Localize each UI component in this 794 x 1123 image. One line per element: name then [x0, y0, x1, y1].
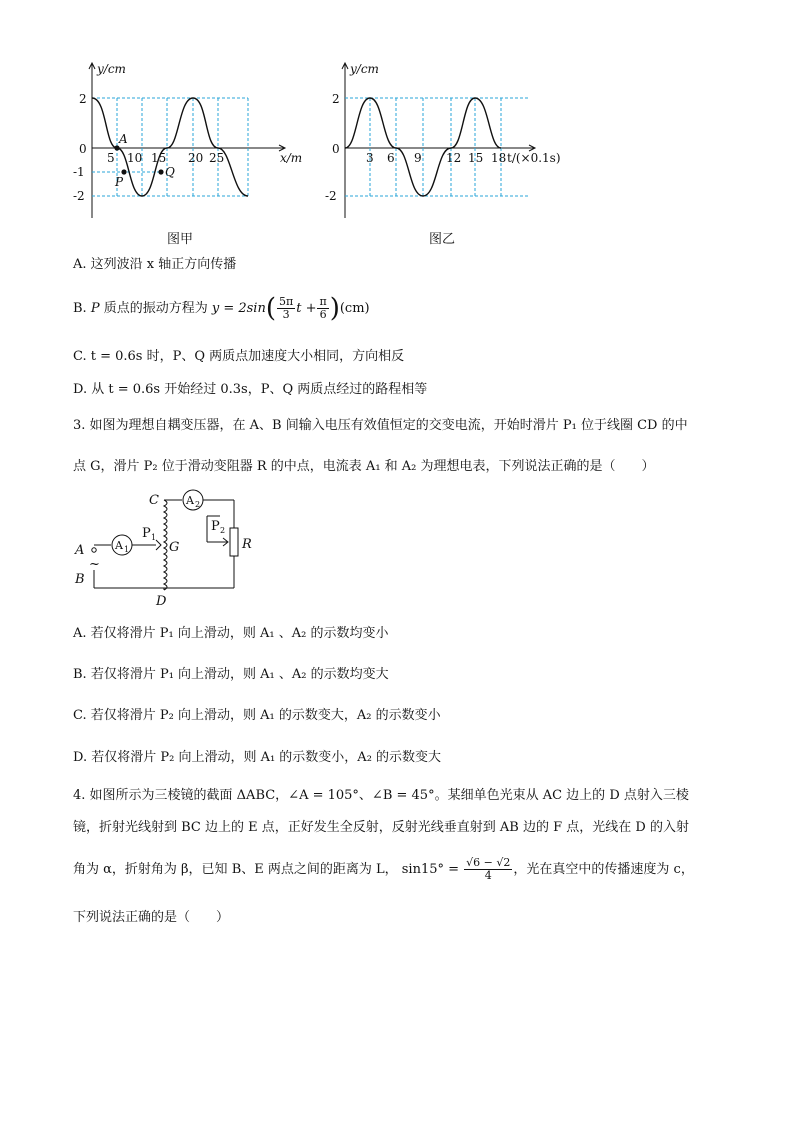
q2-option-d: D. 从 t = 0.6s 开始经过 0.3s，P、Q 两质点经过的路程相等: [73, 382, 428, 397]
q2-option-a: A. 这列波沿 x 轴正方向传播: [73, 257, 237, 272]
y-tick: 2: [332, 92, 340, 106]
option-letter: B.: [73, 301, 91, 316]
y-tick: 0: [332, 142, 340, 156]
q3-stem-line2: 点 G，滑片 P₂ 位于滑动变阻器 R 的中点，电流表 A₁ 和 A₂ 为理想电表，下列说法正确的是（ ）: [73, 459, 655, 474]
q2-option-b: B. P 质点的振动方程为 y = 2sin( $\frac{5\pi}{3}$ t + $\frac{\pi}{6}$ )(cm): [73, 293, 370, 324]
point-q-label: Q: [165, 165, 175, 179]
q3-option-c: C. 若仅将滑片 P₂ 向上滑动，则 A₁ 的示数变大，A₂ 的示数变小: [73, 708, 441, 723]
var-p: P: [90, 301, 100, 316]
q4-line2: 镜，折射光线射到 BC 边上的 E 点，正好发生全反射，反射光线垂直射到 AB 边的 F 点，光线在 D 的入射: [73, 820, 689, 835]
subscript: 2: [195, 500, 201, 509]
x-tick: 15: [151, 151, 167, 165]
y-axis-label-yi: y/cm: [350, 62, 379, 76]
y-tick: -1: [73, 165, 85, 179]
label-a: A: [75, 543, 85, 558]
caption-yi: 图乙: [429, 232, 456, 247]
x-tick: 5: [107, 151, 115, 165]
x-axis-label-yi: t/(×0.1s): [507, 151, 561, 165]
point-a-dot: [114, 145, 119, 150]
label-c: C: [149, 493, 159, 508]
label-r: R: [242, 537, 252, 552]
caption-jia: 图甲: [167, 232, 194, 247]
q3-stem-line1: 3. 如图为理想自耦变压器，在 A、B 间输入电压有效值恒定的交变电流，开始时滑片 P₁ 位于线圈 CD 的中: [73, 418, 688, 433]
wave-graph-jia: [75, 58, 315, 248]
x-axis-label-jia: x/m: [280, 151, 303, 165]
subscript: 1: [124, 545, 130, 554]
x-tick: 18: [491, 151, 507, 165]
y-tick: -2: [73, 189, 85, 203]
label-p2: P: [211, 519, 220, 534]
y-tick: 2: [79, 92, 87, 106]
point-q-dot: [158, 169, 163, 174]
point-a-label: A: [119, 132, 128, 146]
q3-option-b: B. 若仅将滑片 P₁ 向上滑动，则 A₁ 、A₂ 的示数均变大: [73, 667, 389, 682]
ac-symbol: ~: [89, 557, 100, 572]
label-p1: P: [142, 526, 151, 541]
q2-option-c: C. t = 0.6s 时，P、Q 两质点加速度大小相同，方向相反: [73, 349, 405, 364]
label-ammeter-a1: A: [115, 539, 123, 552]
coil: [164, 500, 167, 590]
q3-option-a: A. 若仅将滑片 P₁ 向上滑动，则 A₁ 、A₂ 的示数均变小: [73, 626, 389, 641]
y-axis-label-jia: y/cm: [97, 62, 126, 76]
vibration-graph-yi: [325, 58, 585, 248]
transformer-circuit: [72, 488, 272, 610]
guide-lines: [345, 98, 530, 196]
x-tick: 12: [446, 151, 462, 165]
fraction-sin15: $\frac{√6 - √2}{4}$: [466, 856, 511, 882]
fraction-5pi-3: $\frac{5\pi}{3}$: [278, 295, 294, 321]
x-tick: 3: [366, 151, 374, 165]
subscript: 2: [220, 526, 226, 535]
x-tick: 20: [188, 151, 204, 165]
x-tick: 25: [209, 151, 225, 165]
unit: (cm): [339, 301, 370, 316]
q4-line4: 下列说法正确的是（ ）: [73, 910, 230, 925]
option-text: 质点的振动方程为: [99, 301, 212, 316]
y-tick: -2: [325, 189, 337, 203]
t-plus: t +: [296, 301, 317, 316]
label-ammeter-a2: A: [186, 494, 194, 507]
q4-line1: 4. 如图所示为三棱镜的截面 ΔABC，∠A = 105°、∠B = 45°。某细单色光束从 AC 边上的 D 点射入三棱: [73, 788, 689, 803]
x-tick: 6: [387, 151, 395, 165]
q4-line3-text: 角为 α，折射角为 β，已知 B、E 两点之间的距离为 L， sin15° =: [73, 862, 464, 877]
x-tick: 15: [468, 151, 484, 165]
wave-curve-yi: [345, 98, 501, 196]
point-p-label: P: [115, 175, 124, 189]
fraction-pi-6: $\frac{\pi}{6}$: [319, 295, 327, 321]
x-tick: 10: [127, 151, 143, 165]
subscript: 1: [151, 533, 157, 542]
q4-line3: [73, 857, 694, 882]
label-g: G: [169, 540, 180, 555]
rheostat-r: [230, 528, 238, 556]
label-d: D: [156, 594, 167, 609]
x-tick: 9: [414, 151, 422, 165]
equation-lhs: y = 2sin: [211, 301, 266, 316]
label-b: B: [75, 572, 85, 587]
q3-option-d: D. 若仅将滑片 P₂ 向上滑动，则 A₁ 的示数变小，A₂ 的示数变大: [73, 750, 442, 765]
point-p-dot: [121, 169, 126, 174]
y-tick: 0: [79, 142, 87, 156]
q4-line3-tail: ，光在真空中的传播速度为 c，: [513, 862, 694, 877]
